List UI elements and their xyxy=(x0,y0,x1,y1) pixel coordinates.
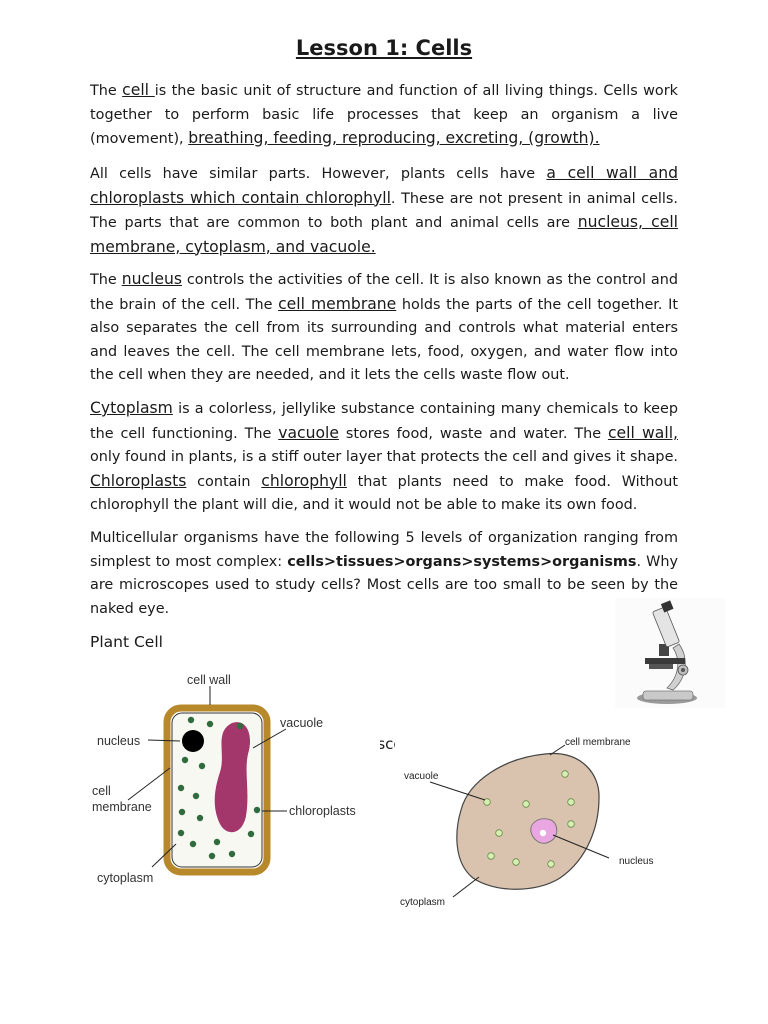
label-animal-vacuole: vacuole xyxy=(404,771,439,782)
paragraph-organization xyxy=(90,527,678,621)
paragraph-cytoplasm xyxy=(90,397,678,518)
term-chlorophyll: chlorophyll xyxy=(261,471,347,490)
label-membrane: membrane xyxy=(92,800,152,814)
text: . These are not present in animal cells. The parts that are common to both plant and animal cells are xyxy=(90,190,678,231)
label-cell-membrane: cell membrane xyxy=(565,737,631,748)
text: is the basic unit of structure and function of all living things. Cells work together to perform basic life processes that keep an organism a live (movement), xyxy=(90,83,678,147)
page-title: Lesson 1: Cells xyxy=(295,36,473,60)
term-cell-membrane: cell membrane xyxy=(278,294,397,313)
label-animal-nucleus: nucleus xyxy=(619,856,654,867)
term-cytoplasm: Cytoplasm xyxy=(90,399,173,417)
text: holds the parts of the cell together. It also separates the cell from its surrounding and controls what material enters and leaves the cell. The cell membrane lets, food, oxygen, and water flow into the cell when they are needed, and it lets the cells waste flow out. xyxy=(90,296,679,383)
term-cell: cell xyxy=(122,81,155,99)
plant-cell-heading: Plant Cell xyxy=(90,633,163,651)
text: . Why are microscopes used to study cells? Most cells are too small to be seen by the naked eye. xyxy=(90,553,678,617)
label-vacuole: vacuole xyxy=(280,716,324,730)
term-chloroplasts: Chloroplasts xyxy=(90,471,187,490)
text: The xyxy=(90,272,122,288)
microscope-image xyxy=(615,598,725,708)
term-vacuole: vacuole xyxy=(278,423,339,442)
organization-levels: cells>tissues>organs>systems>organisms xyxy=(287,553,637,570)
text: contain xyxy=(186,473,262,490)
life-processes: breathing, feeding, reproducing, excreting, (growth). xyxy=(188,129,600,147)
paragraph-intro xyxy=(90,79,678,152)
text: stores food, waste and water. The xyxy=(338,425,608,442)
term-common-parts: nucleus, cell membrane, cytoplasm, and vacuole. xyxy=(90,213,678,256)
label-cell: cell xyxy=(92,784,111,798)
paragraph-cell-parts xyxy=(90,162,678,260)
paragraph-nucleus-membrane xyxy=(90,268,678,388)
text: All cells have similar parts. However, plants cells have xyxy=(90,166,547,182)
plant-nucleus xyxy=(182,730,204,752)
text: is a colorless, jellylike substance containing many chemicals to keep the cell functioning. The xyxy=(90,401,678,442)
label-chloroplasts: chloroplasts xyxy=(289,804,356,818)
term-nucleus: nucleus xyxy=(121,270,182,288)
term-wall-chloroplasts: a cell wall and chloroplasts which contain chlorophyll xyxy=(90,164,678,207)
text: that plants need to make food. Without chlorophyll the plant will die, and it would not be able to make its own food. xyxy=(90,473,678,513)
term-cell-wall: cell wall, xyxy=(607,423,678,442)
label-cell-wall: cell wall xyxy=(187,673,231,687)
animal-cell-diagram xyxy=(395,728,670,913)
text: The xyxy=(90,83,123,99)
text: only found in plants, is a stiff outer layer that protects the cell and gives it shape. xyxy=(90,449,678,465)
label-nucleus: nucleus xyxy=(97,734,141,748)
label-cytoplasm: cytoplasm xyxy=(97,871,154,885)
text: Multicellular organisms have the following 5 levels of organization ranging from simplest to most complex: xyxy=(90,530,678,570)
label-animal-cytoplasm: cytoplasm xyxy=(400,897,446,908)
text: controls the activities of the cell. It is also known as the control and the brain of the cell. The xyxy=(90,272,678,313)
plant-cell-diagram xyxy=(90,668,380,890)
